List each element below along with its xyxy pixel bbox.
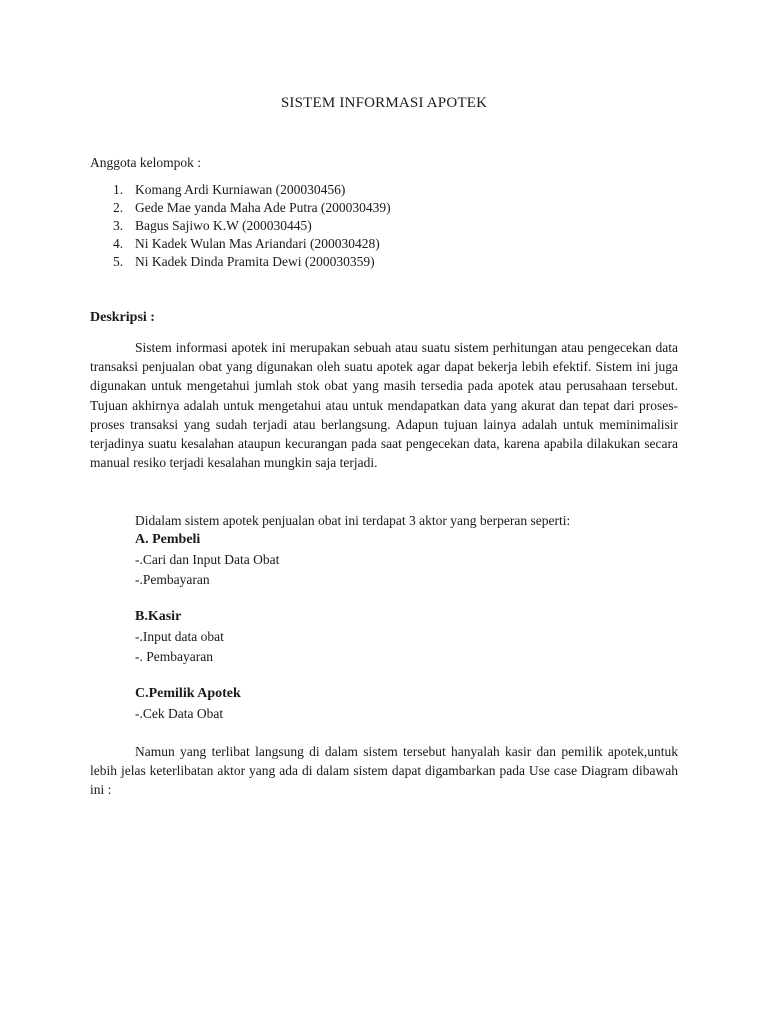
actor-pemilik-apotek	[135, 684, 241, 724]
list-item	[113, 199, 391, 217]
actor-item: -. Pembayaran	[135, 649, 213, 664]
description-heading: Deskripsi :	[90, 310, 155, 325]
actor-item: -.Input data obat	[135, 629, 224, 644]
list-item	[113, 217, 391, 235]
members-list	[113, 181, 391, 271]
description-paragraph: Sistem informasi apotek ini merupakan sebuah atau suatu sistem perhitungan atau pengecekan data transaksi penjualan obat yang digunakan oleh suatu apotek agar dapat bekerja lebih efektif. Sistem ini juga digunakan untuk mengetahui jumlah stok obat yang masih tersedia pada apotek atau perusahaan tersebut. Tujuan akhirnya adalah untuk mengetahui atau untuk mendapatkan data yang akurat dan tepat dari proses-proses transaksi yang sudah terjadi atau berlangsung. Adapun tujuan lainya adalah untuk meminimalisir terjadinya suatu kesalahan ataupun kecurangan pada saat pengecekan data, karena apabila dilakukan secara manual resiko terjadi kesalahan mungkin saja terjadi.	[90, 340, 678, 471]
list-item-number: 1.	[113, 182, 124, 197]
list-item-number: 2.	[113, 200, 124, 215]
members-label: Anggota kelompok :	[90, 155, 201, 170]
list-item-number: 5.	[113, 254, 124, 269]
list-item-number: 4.	[113, 236, 124, 251]
list-item	[113, 253, 391, 271]
list-item	[113, 181, 391, 199]
list-item-text: Komang Ardi Kurniawan (200030456)	[135, 182, 346, 197]
actor-title: B.Kasir	[135, 609, 182, 624]
closing-paragraph: Namun yang terlibat langsung di dalam sistem tersebut hanyalah kasir dan pemilik apotek,untuk lebih jelas keterlibatan aktor yang ada di dalam sistem dapat digambarkan pada Use case Diagram dibawah ini :	[90, 744, 678, 798]
list-item-text: Bagus Sajiwo K.W (200030445)	[135, 218, 312, 233]
list-item-text: Ni Kadek Dinda Pramita Dewi (200030359)	[135, 254, 375, 269]
list-item-number: 3.	[113, 218, 124, 233]
actor-title: A. Pembeli	[135, 532, 201, 547]
actor-pembeli	[135, 530, 279, 590]
actor-item: -.Cek Data Obat	[135, 706, 224, 721]
actor-kasir	[135, 607, 224, 667]
document-title: SISTEM INFORMASI APOTEK	[280, 95, 488, 111]
list-item-text: Gede Mae yanda Maha Ade Putra (200030439)	[135, 200, 391, 215]
actor-title: C.Pemilik Apotek	[135, 686, 241, 701]
list-item	[113, 235, 391, 253]
actor-item: -.Pembayaran	[135, 572, 210, 587]
list-item-text: Ni Kadek Wulan Mas Ariandari (200030428)	[135, 236, 380, 251]
actors-intro: Didalam sistem apotek penjualan obat ini terdapat 3 aktor yang berperan seperti:	[135, 513, 571, 528]
actor-item: -.Cari dan Input Data Obat	[135, 552, 280, 567]
